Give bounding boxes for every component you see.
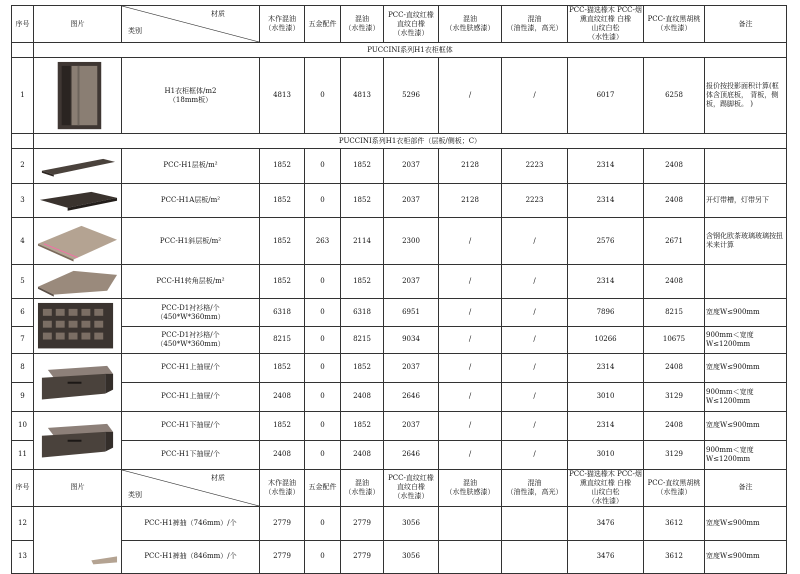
product-image: [34, 149, 122, 184]
price-cell: /: [502, 440, 568, 469]
price-cell: 6318: [260, 299, 305, 326]
price-cell: 8215: [260, 326, 305, 353]
price-cell: 3010: [568, 440, 644, 469]
row-number: 10: [12, 411, 34, 440]
price-cell: 2408: [341, 440, 384, 469]
price-cell: 2408: [260, 382, 305, 411]
price-cell: 7896: [568, 299, 644, 326]
header-row: [12, 6, 787, 43]
price-cell: 2300: [384, 218, 439, 264]
product-image: [34, 299, 122, 353]
price-cell: 2779: [341, 506, 384, 540]
price-cell: /: [502, 264, 568, 299]
price-cell: 1852: [341, 149, 384, 184]
price-cell: 1852: [260, 218, 305, 264]
table-row: [12, 183, 787, 218]
price-cell: 10675: [644, 326, 705, 353]
price-cell: 6318: [341, 299, 384, 326]
note-cell: [705, 149, 787, 184]
price-cell: 2779: [341, 540, 384, 573]
price-cell: 4813: [341, 58, 384, 134]
note-cell: 开灯带槽，灯带另下: [705, 183, 787, 218]
note-cell: 900mm＜宽度W≤1200mm: [705, 440, 787, 469]
price-cell: 2223: [502, 149, 568, 184]
price-cell: 2128: [439, 149, 502, 184]
product-name: PCC-H1层板/m²: [122, 149, 260, 184]
price-cell: 2408: [260, 440, 305, 469]
price-cell: 0: [305, 264, 341, 299]
table-row: [12, 353, 787, 382]
price-cell: 2646: [384, 440, 439, 469]
price-cell: 1852: [341, 183, 384, 218]
header-category-material: [122, 469, 260, 506]
row-number: 7: [12, 326, 34, 353]
price-cell: /: [502, 326, 568, 353]
price-cell: 3129: [644, 440, 705, 469]
row-number: 1: [12, 58, 34, 134]
price-cell: /: [502, 411, 568, 440]
row-number: 2: [12, 149, 34, 184]
row-number: 9: [12, 382, 34, 411]
product-name: PCC-H1下抽屉/个: [122, 411, 260, 440]
price-cell: 2408: [644, 353, 705, 382]
price-cell: 0: [305, 149, 341, 184]
note-cell: 含钢化欧茶玻璃玻璃按扭米来计算: [705, 218, 787, 264]
price-cell: 2223: [502, 183, 568, 218]
header-seq: 序号: [12, 6, 34, 43]
product-name: H1衣柜框体/m2 （18mm板）: [122, 58, 260, 134]
price-cell: [439, 540, 502, 573]
product-image: [34, 411, 122, 469]
price-cell: [502, 506, 568, 540]
header-note: 备注: [705, 6, 787, 43]
price-cell: 4813: [260, 58, 305, 134]
product-name: PCC-H1A层板/m²: [122, 183, 260, 218]
product-name: PCC-H1裤抽（846mm）/个: [122, 540, 260, 573]
table-row: [12, 218, 787, 264]
header-col: PCC-猫选橡木 PCC-烟 熏直纹红橡 白橡 山纹白松 （水性漆）: [569, 6, 642, 41]
header-col: PCC-直纹红橡 直纹白橡 （水性漆）: [384, 6, 439, 43]
header-material: 材质: [211, 473, 225, 482]
note-cell: 宽度W≤900mm: [705, 540, 787, 573]
note-cell: 宽度W≤900mm: [705, 411, 787, 440]
note-cell: 900mm＜宽度W≤1200mm: [705, 382, 787, 411]
product-image: [34, 353, 122, 411]
price-cell: /: [439, 353, 502, 382]
price-cell: 2408: [644, 183, 705, 218]
price-cell: /: [439, 382, 502, 411]
price-cell: 2037: [384, 353, 439, 382]
price-cell: 2779: [260, 506, 305, 540]
row-number: 13: [12, 540, 34, 573]
price-cell: 0: [305, 299, 341, 326]
price-cell: /: [439, 411, 502, 440]
price-cell: 1852: [260, 353, 305, 382]
price-cell: 9034: [384, 326, 439, 353]
table-row: [12, 149, 787, 184]
product-name: PCC-H1上抽屉/个: [122, 353, 260, 382]
header-col: PCC-直纹黑胡桃 （水性漆）: [644, 6, 705, 43]
price-cell: 1852: [341, 411, 384, 440]
header-note: 备注: [705, 469, 787, 506]
header-row: [12, 469, 787, 506]
price-cell: 8215: [644, 299, 705, 326]
price-cell: 0: [305, 183, 341, 218]
price-cell: /: [439, 264, 502, 299]
header-seq: 序号: [12, 469, 34, 506]
price-cell: 2408: [644, 264, 705, 299]
price-cell: 1852: [341, 264, 384, 299]
price-cell: 2314: [568, 411, 644, 440]
price-cell: 1852: [260, 411, 305, 440]
product-image: [34, 264, 122, 299]
header-col: 混油 （油性漆，高光）: [502, 6, 568, 43]
product-image: [34, 506, 122, 573]
header-category: 类别: [128, 490, 142, 499]
price-cell: 1852: [260, 183, 305, 218]
row-number: 8: [12, 353, 34, 382]
price-cell: 3129: [644, 382, 705, 411]
note-cell: [705, 264, 787, 299]
price-cell: 2037: [384, 149, 439, 184]
price-cell: 2408: [644, 411, 705, 440]
product-name: PCC-H1上抽屉/个: [122, 382, 260, 411]
price-cell: 2408: [341, 382, 384, 411]
price-cell: [502, 540, 568, 573]
price-cell: 6951: [384, 299, 439, 326]
price-cell: 6017: [568, 58, 644, 134]
price-cell: /: [502, 218, 568, 264]
product-name: PCC-H1斜层板/m²: [122, 218, 260, 264]
note-cell: 宽度W≤900mm: [705, 353, 787, 382]
price-cell: [439, 506, 502, 540]
price-cell: 3010: [568, 382, 644, 411]
price-cell: 1852: [341, 353, 384, 382]
header-col: 混油 （水性漆）: [341, 6, 384, 43]
section-title: PUCCINI系列H1衣柜部件（层板/侧板；C）: [34, 134, 787, 149]
price-cell: 0: [305, 506, 341, 540]
header-col: PCC-猫选橡木 PCC-烟 熏直纹红橡 白橡 山纹白松 （水性漆）: [569, 469, 642, 505]
price-cell: 3612: [644, 540, 705, 573]
price-cell: 0: [305, 411, 341, 440]
header-col: 混油 （油性漆，高光）: [502, 469, 568, 506]
price-cell: 2314: [568, 264, 644, 299]
price-cell: 8215: [341, 326, 384, 353]
price-cell: 2314: [568, 183, 644, 218]
note-cell: 宽度W≤900mm: [705, 299, 787, 326]
price-cell: 2037: [384, 411, 439, 440]
header-col: PCC-直纹黑胡桃 （水性漆）: [644, 469, 705, 506]
price-cell: /: [502, 353, 568, 382]
table-row: [12, 382, 787, 411]
header-image: 图片: [34, 469, 122, 506]
price-cell: 10266: [568, 326, 644, 353]
price-cell: /: [439, 326, 502, 353]
header-col: 混油 （水性肤感漆）: [439, 469, 502, 506]
header-material: 材质: [211, 10, 225, 18]
row-number: 11: [12, 440, 34, 469]
price-cell: 2314: [568, 149, 644, 184]
product-name: PCC-D1衬衫格/个 （450*W*360mm）: [122, 299, 260, 326]
price-cell: 2037: [384, 264, 439, 299]
header-category: 类别: [128, 27, 142, 35]
price-cell: /: [439, 58, 502, 134]
row-number: 12: [12, 506, 34, 540]
price-table: [11, 5, 787, 574]
price-cell: 2314: [568, 353, 644, 382]
table-row: [12, 299, 787, 326]
price-cell: 2114: [341, 218, 384, 264]
note-cell: 报价按投影面积计算(框体含顶底板， 背板，侧板，踢脚板。 ): [705, 58, 787, 134]
price-cell: /: [502, 299, 568, 326]
price-cell: 3056: [384, 540, 439, 573]
header-col: 木作混油 （水性漆）: [260, 469, 305, 506]
header-col: 五金配件: [305, 6, 341, 43]
header-col: 混油 （水性漆）: [341, 469, 384, 506]
product-name: PCC-D1衬衫格/个 （450*W*360mm）: [122, 326, 260, 353]
price-cell: /: [502, 382, 568, 411]
note-cell: 900mm＜宽度W≤1200mm: [705, 326, 787, 353]
price-cell: 2779: [260, 540, 305, 573]
price-cell: /: [439, 299, 502, 326]
price-cell: 0: [305, 326, 341, 353]
product-image: [34, 58, 122, 134]
price-cell: /: [439, 440, 502, 469]
row-number: 4: [12, 218, 34, 264]
price-cell: 2576: [568, 218, 644, 264]
header-col: 五金配件: [305, 469, 341, 506]
section-title: PUCCINI系列H1衣柜框体: [34, 43, 787, 58]
table-row: [12, 540, 787, 573]
table-row: [12, 411, 787, 440]
row-number: 3: [12, 183, 34, 218]
price-cell: 2646: [384, 382, 439, 411]
price-cell: 1852: [260, 264, 305, 299]
price-cell: 3476: [568, 540, 644, 573]
price-cell: /: [502, 58, 568, 134]
price-cell: 0: [305, 440, 341, 469]
price-cell: 0: [305, 353, 341, 382]
table-row: [12, 506, 787, 540]
price-cell: 3056: [384, 506, 439, 540]
price-cell: 5296: [384, 58, 439, 134]
table-row: [12, 326, 787, 353]
price-cell: 2128: [439, 183, 502, 218]
table-row: [12, 264, 787, 299]
header-col: PCC-直纹红橡 直纹白橡 （水性漆）: [384, 469, 439, 506]
price-cell: 0: [305, 58, 341, 134]
price-cell: 0: [305, 382, 341, 411]
product-name: PCC-H1裤抽（746mm）/个: [122, 506, 260, 540]
table-row: [12, 440, 787, 469]
header-image: 图片: [34, 6, 122, 43]
product-image: [34, 183, 122, 218]
price-cell: /: [439, 218, 502, 264]
price-cell: 0: [305, 540, 341, 573]
price-cell: 3476: [568, 506, 644, 540]
header-col: 木作混油 （水性漆）: [260, 6, 305, 43]
price-cell: 263: [305, 218, 341, 264]
table-row: [12, 58, 787, 134]
product-image: [34, 218, 122, 264]
price-cell: 2408: [644, 149, 705, 184]
price-cell: 2037: [384, 183, 439, 218]
price-cell: 2671: [644, 218, 705, 264]
header-col: 混油 （水性肤感漆）: [439, 6, 502, 43]
note-cell: 宽度W≤900mm: [705, 506, 787, 540]
price-cell: 1852: [260, 149, 305, 184]
header-category-material: [122, 6, 260, 43]
row-number: 5: [12, 264, 34, 299]
product-name: PCC-H1转角层板/m²: [122, 264, 260, 299]
price-cell: 3612: [644, 506, 705, 540]
price-cell: 6258: [644, 58, 705, 134]
row-number: 6: [12, 299, 34, 326]
product-name: PCC-H1下抽屉/个: [122, 440, 260, 469]
